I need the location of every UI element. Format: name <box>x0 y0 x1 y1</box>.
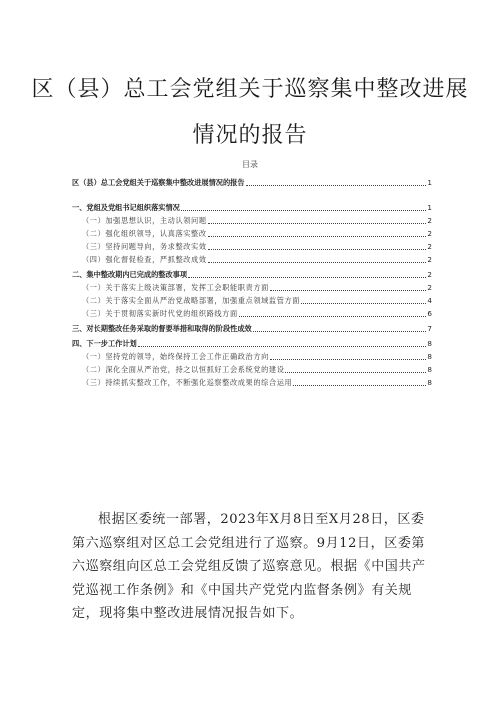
toc-heading: 目录 <box>242 160 258 169</box>
toc-page-number: 2 <box>427 216 432 225</box>
toc-page-number: 6 <box>427 309 432 318</box>
toc-entry[interactable] <box>72 324 432 333</box>
toc-leader <box>208 218 427 224</box>
toc-page-number: 2 <box>427 242 432 251</box>
toc-entry[interactable] <box>72 270 432 279</box>
toc-leader <box>270 354 427 360</box>
toc-entry-text: 一、党组及党组书记组织落实情况 <box>72 203 180 212</box>
toc-entry-text: （四）强化督促检查，严抓整改成效 <box>82 255 207 264</box>
toc-leader <box>188 272 426 278</box>
toc-page-number: 2 <box>427 255 432 264</box>
toc-entry-text: （一）加强思想认识，主动认领问题 <box>82 216 207 225</box>
toc-leader <box>239 311 427 317</box>
toc-entry[interactable] <box>72 255 432 264</box>
toc-page-number: 4 <box>427 296 432 305</box>
toc-entry-text: 区（县）总工会党组关于巡察集中整改进展情况的报告 <box>72 178 245 187</box>
toc-leader <box>181 205 427 211</box>
toc-leader <box>285 367 426 373</box>
toc-entry-text: （三）坚持问题导向，务求整改实效 <box>82 242 207 251</box>
table-of-contents <box>72 0 432 387</box>
toc-entry-text: （二）关于落实全面从严治党战略部署，加强重点领域监管方面 <box>82 296 301 305</box>
toc-entry[interactable] <box>72 178 432 187</box>
toc-leader <box>270 285 427 291</box>
toc-entry-text: （二）深化全面从严治党，持之以恒抓好工会系统党的建设 <box>82 365 285 374</box>
toc-entry-text: （二）强化组织领导，认真落实整改 <box>82 229 207 238</box>
toc-entry[interactable] <box>72 283 432 292</box>
toc-leader <box>253 326 427 332</box>
toc-leader <box>208 257 427 263</box>
toc-page-number: 2 <box>427 229 432 238</box>
toc-entry-text: 二、集中整改期内已完成的整改事项 <box>72 270 188 279</box>
toc-entry-text: （三）关于贯彻落实新时代党的组织路线方面 <box>82 309 238 318</box>
toc-page-number: 1 <box>427 178 432 187</box>
body-paragraph: 根据区委统一部署，2023年X月8日至X月28日，区委第六巡察组对区总工会党组进行了巡察。9月12日，区委第六巡察组向区总工会党组反馈了巡察意见。根据《中国共产党巡视工作条例》和《中国共产党党内监督条例》有关规定，现将集中整改进展情况报告如下。 <box>72 512 426 621</box>
toc-entry-text: （三）持续抓实整改工作，不断强化巡察整改成果的综合运用 <box>82 378 293 387</box>
toc-leader <box>208 244 427 250</box>
toc-leader <box>246 180 427 186</box>
toc-entry[interactable] <box>72 309 432 318</box>
toc-entry-text: （一）坚持党的领导，始终保持工会工作正确政治方向 <box>82 352 269 361</box>
document-title-line-1: 区（县）总工会党组关于巡察集中整改进展 <box>31 77 469 102</box>
toc-page-number: 2 <box>427 270 432 279</box>
toc-entry[interactable] <box>72 229 432 238</box>
toc-entry[interactable] <box>72 365 432 374</box>
toc-entry[interactable] <box>72 352 432 361</box>
toc-page-number: 8 <box>427 378 432 387</box>
toc-page-number: 8 <box>427 339 432 348</box>
toc-entry[interactable] <box>72 378 432 387</box>
toc-entry[interactable] <box>72 296 432 305</box>
toc-leader <box>138 341 427 347</box>
toc-page-number: 2 <box>427 283 432 292</box>
toc-entry-text: 四、下一步工作计划 <box>72 339 137 348</box>
toc-leader <box>208 231 427 237</box>
toc-page-number: 8 <box>427 365 432 374</box>
toc-entry[interactable] <box>72 203 432 212</box>
toc-leader <box>301 298 426 304</box>
toc-entry[interactable] <box>72 242 432 251</box>
toc-entry[interactable] <box>72 216 432 225</box>
toc-page-number: 8 <box>427 352 432 361</box>
toc-entry-text: 三、对长期整改任务采取的督要举措和取得的阶段性成效 <box>72 324 252 333</box>
document-title-line-2: 情况的报告 <box>192 123 308 148</box>
toc-entry[interactable] <box>72 339 432 348</box>
toc-entry-text: （一）关于落实上级决策部署，发挥工会职能职责方面 <box>82 283 269 292</box>
toc-leader <box>293 380 426 386</box>
toc-page-number: 7 <box>427 324 432 333</box>
toc-page-number: 1 <box>427 203 432 212</box>
